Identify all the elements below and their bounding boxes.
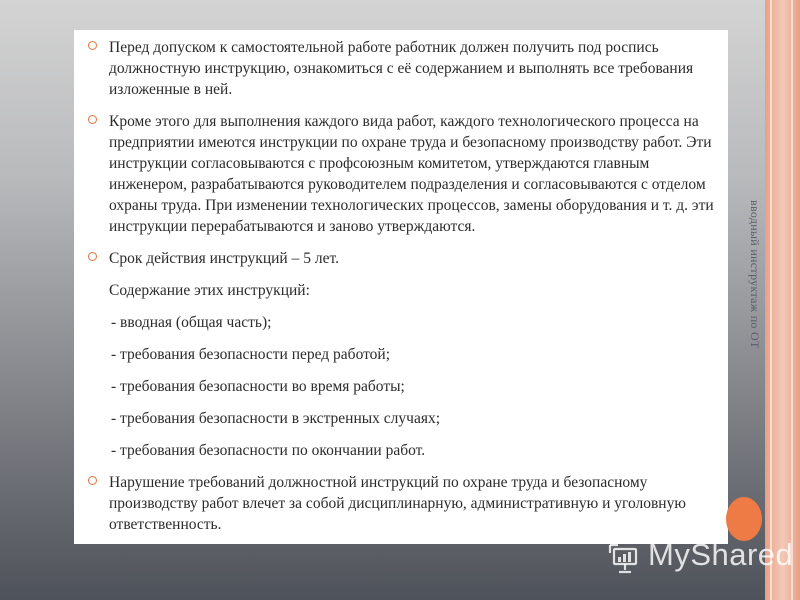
- list-item-text: Нарушение требований должностной инструкций по охране труда и безопасному производству работ влечет за собой дисциплинарную, административную и уголовную ответственность.: [109, 474, 686, 533]
- list-item: [88, 248, 718, 269]
- list-item: [88, 472, 718, 535]
- list-item-text: Содержание этих инструкций:: [109, 282, 310, 299]
- bullet-icon: [88, 115, 97, 124]
- side-title: вводный инструктаж по ОТ: [748, 200, 762, 349]
- decorative-line: [770, 0, 772, 600]
- list-item: [88, 312, 718, 333]
- bullet-icon: [88, 41, 97, 50]
- list-item-text: - требования безопасности в экстренных случаях;: [111, 410, 441, 427]
- list-item: [88, 440, 718, 461]
- list-item: [88, 376, 718, 397]
- list-item-text: Срок действия инструкций – 5 лет.: [109, 250, 339, 267]
- list-item-text: - требования безопасности по окончании работ.: [111, 442, 426, 459]
- bullet-icon: [88, 252, 97, 261]
- list-item: [88, 111, 718, 237]
- list-item-text: Перед допуском к самостоятельной работе работник должен получить под роспись должностную инструкцию, ознакомиться с её содержанием и выполнять все требования изложенные в ней.: [109, 39, 694, 98]
- list-item: [88, 37, 718, 100]
- watermark-text: MyShared: [648, 537, 794, 572]
- decorative-line: [791, 0, 793, 600]
- list-item: [88, 408, 718, 429]
- list-item: [88, 344, 718, 365]
- content-panel: [74, 30, 728, 544]
- list-item-text: - требования безопасности во время работы;: [111, 378, 405, 395]
- list-item: [88, 280, 718, 301]
- decorative-circle: [726, 497, 762, 541]
- bullet-icon: [88, 476, 97, 485]
- list-item-text: - требования безопасности перед работой;: [111, 346, 391, 363]
- list-item-text: - вводная (общая часть);: [111, 314, 272, 331]
- list-item-text: Кроме этого для выполнения каждого вида работ, каждого технологического процесса на предприятии имеются инструкции по охране труда и безопасному производству работ. Эти инструкции согласовываются с профсоюзным комитетом, утверждаются главным инженером, разрабатываются руководителем подразделения и согласовываются с отделом охраны труда. При изменении технологических процессов, замены оборудования и т. д. эти инструкции перерабатываются и заново утверждаются.: [109, 113, 714, 235]
- presentation-board-icon: [608, 539, 644, 575]
- watermark-logo: [608, 537, 794, 577]
- content-list: [88, 37, 718, 540]
